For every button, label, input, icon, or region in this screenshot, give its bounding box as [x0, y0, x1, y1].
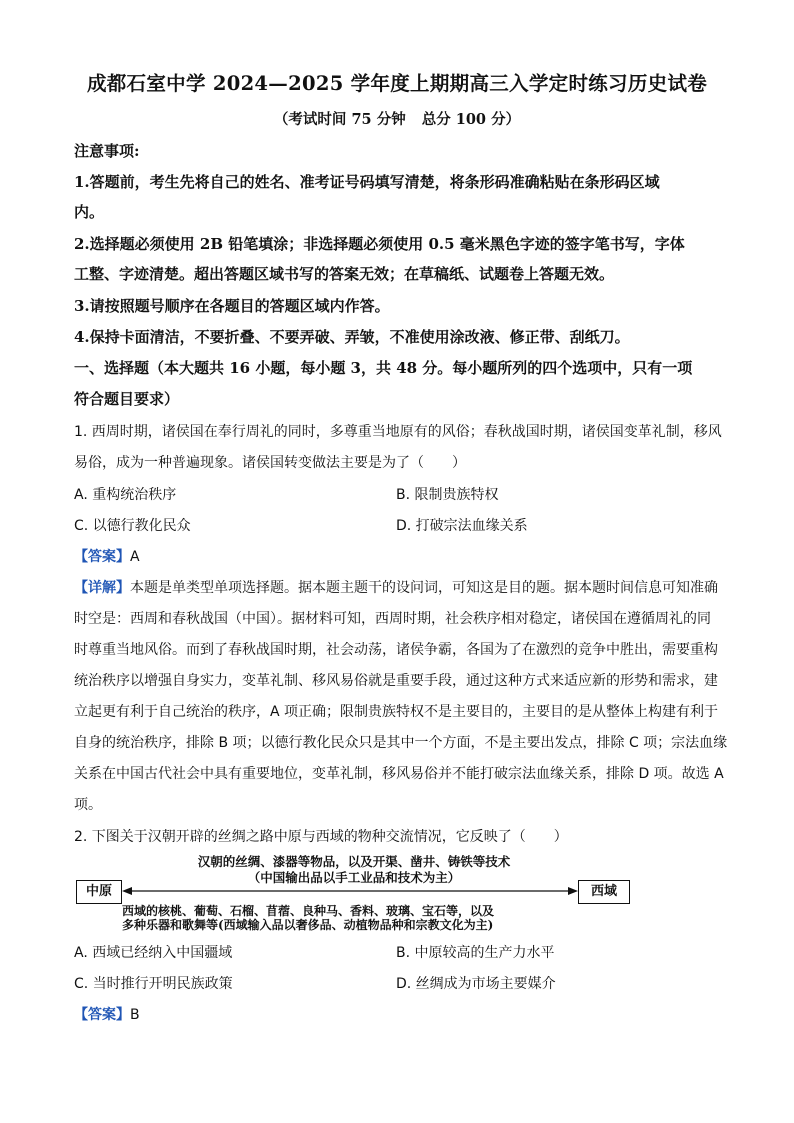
q1-detail-line: 自身的统治秩序，排除 B 项；以德行教化民众只是其中一个方面，不是主要出发点，排除 C 项；宗法血缘: [74, 735, 728, 751]
q2-option-b: B. 中原较高的生产力水平: [396, 945, 555, 961]
question-1-stem: 1. 西周时期，诸侯国在奉行周礼的同时，多尊重当地原有的风俗；春秋战国时期，诸侯国变革礼制，移风: [74, 424, 722, 440]
question-2-stem: 2. 下图关于汉朝开辟的丝绸之路中原与西域的物种交流情况，它反映了（ ）: [74, 829, 568, 845]
answer-value: A: [130, 549, 140, 565]
double-arrow: [122, 882, 578, 900]
section-heading: 符合题目要求）: [74, 390, 180, 408]
q1-detail-line: [74, 577, 718, 597]
diagram-top-line: 汉朝的丝绸、漆器等物品，以及开渠、凿井、铸铁等技术: [197, 854, 511, 869]
notice-line: 2.选择题必须使用 2B 铅笔填涂；非选择题必须使用 0.5 毫米黑色字迹的签字笔书写，字体: [74, 235, 685, 253]
total-score: 总分 100 分）: [421, 111, 521, 128]
q1-answer: [74, 546, 140, 566]
q1-detail-line: 关系在中国古代社会中具有重要地位，变革礼制，移风易俗并不能打破宗法血缘关系，排除 D 项。故选 A: [74, 766, 724, 782]
detail-text: 本题是单类型单项选择题。据本题主题干的设问词，可知这是目的题。据本题时间信息可知准确: [130, 580, 718, 596]
notice-line: 工整、字迹清楚。超出答题区域书写的答案无效；在草稿纸、试题卷上答题无效。: [74, 265, 615, 283]
q1-option-c: C. 以德行教化民众: [74, 518, 191, 534]
notice-line: 4.保持卡面清洁，不要折叠、不要弄破、弄皱，不准使用涂改液、修正带、刮纸刀。: [74, 328, 630, 346]
notice-heading: 注意事项:: [74, 142, 140, 160]
question-1-stem: 易俗，成为一种普遍现象。诸侯国转变做法主要是为了（ ）: [74, 455, 466, 471]
answer-tag: 【答案】: [74, 1007, 130, 1023]
q1-option-a: A. 重构统治秩序: [74, 487, 177, 503]
q1-detail-line: 统治秩序以增强自身实力，变革礼制、移风易俗就是重要手段，通过这种方式来适应新的形势和需求，建: [74, 673, 718, 689]
notice-line: 3.请按照题号顺序在各题目的答题区域内作答。: [74, 297, 390, 315]
exam-time: （考试时间 75 分钟: [273, 111, 406, 128]
q1-detail-line: 立起更有利于自己统治的秩序，A 项正确；限制贵族特权不是主要目的，主要目的是从整体上构建有利于: [74, 704, 719, 720]
diagram-top-line: （中国输出品以手工业品和技术为主）: [247, 870, 461, 885]
q1-detail-line: 项。: [74, 797, 102, 813]
q2-option-d: D. 丝绸成为市场主要媒介: [396, 976, 556, 992]
exchange-diagram: [76, 852, 632, 932]
section-heading: 一、选择题（本大题共 16 小题，每小题 3，共 48 分。每小题所列的四个选项中，只有一项: [74, 359, 693, 377]
q1-detail-line: 时尊重当地风俗。而到了春秋战国时期，社会动荡，诸侯争霸，各国为了在激烈的竞争中胜出，需要重构: [74, 642, 718, 658]
western-regions-box: 西域: [578, 880, 630, 904]
exam-title: 成都石室中学 2024—2025 学年度上期期高三入学定时练习历史试卷: [86, 72, 708, 95]
notice-line: 内。: [74, 203, 105, 221]
diagram-bottom-line: 西域的核桃、葡萄、石榴、苜蓿、良种马、香料、玻璃、宝石等，以及: [122, 904, 495, 918]
diagram-bottom-line: 多种乐器和歌舞等(西域输入品以奢侈品、动植物品种和宗教文化为主): [122, 918, 494, 932]
q1-detail-line: 时空是：西周和春秋战国（中国）。据材料可知，西周时期，社会秩序相对稳定，诸侯国在遵循周礼的同: [74, 611, 711, 627]
central-plains-box: 中原: [76, 880, 122, 904]
q1-option-b: B. 限制贵族特权: [396, 487, 499, 503]
exam-subtitle: [0, 108, 794, 129]
q2-option-a: A. 西域已经纳入中国疆域: [74, 945, 233, 961]
notice-line: 1.答题前，考生先将自己的姓名、准考证号码填写清楚，将条形码准确粘贴在条形码区域: [74, 173, 660, 191]
answer-value: B: [130, 1007, 140, 1023]
q2-option-c: C. 当时推行开明民族政策: [74, 976, 233, 992]
answer-tag: 【答案】: [74, 549, 130, 565]
q1-option-d: D. 打破宗法血缘关系: [396, 518, 528, 534]
detail-tag: 【详解】: [74, 580, 130, 596]
q2-answer: [74, 1004, 140, 1024]
